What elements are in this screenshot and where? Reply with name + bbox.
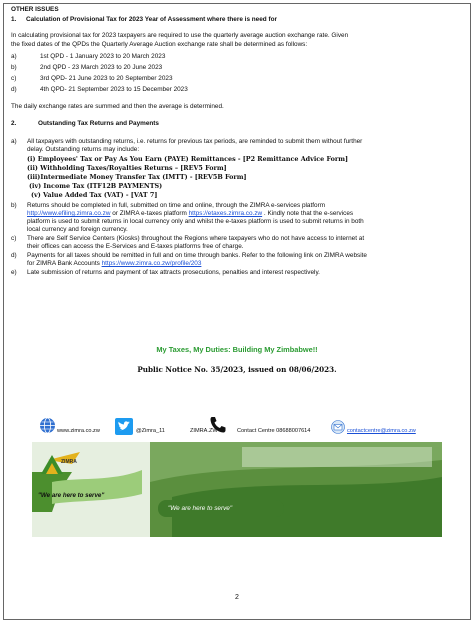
efiling-link[interactable]: http://www.efiling.zimra.co.zw [27, 210, 111, 217]
twitter-handle[interactable]: @Zimra_11 [136, 428, 165, 434]
section1-intro-line2: the fixed dates of the QPDs the Quarterly Average Auction exchange rate shall be determined as follows: [11, 41, 308, 48]
contact-email-link[interactable]: contactcentre@zimra.co.zw [347, 428, 416, 434]
qpd-label-d: d) [11, 86, 17, 93]
slogan: My Taxes, My Duties: Building My Zimbabwe!! [156, 345, 318, 354]
return-item-iv: (iv) Income Tax (ITF12B PAYMENTS) [29, 182, 163, 190]
return-item-i: (i) Employees' Tax or Pay As You Earn (PAYE) Remittances - [P2 Remittance Advice Form] [27, 155, 349, 163]
heading: OTHER ISSUES [11, 6, 59, 13]
item-e-label: e) [11, 269, 17, 276]
section1-intro-line1: In calculating provisional tax for 2023 taxpayers are required to use the quarterly average auction exchange rate. Given [11, 32, 349, 39]
item-b-end: . Kindly note that the e-services [262, 210, 354, 217]
qpd-item-c: 3rd QPD- 21 June 2023 to 20 September 2023 [40, 75, 173, 82]
qpd-label-c: c) [11, 75, 17, 82]
tagline-center: "We are here to serve" [168, 505, 233, 512]
zimra-logo-icon [37, 452, 67, 478]
section2-title: Outstanding Tax Returns and Payments [38, 120, 159, 127]
item-c-line1: There are Self Service Centers (Kiosks) throughout the Regions where taxpayers who do not have access to internet at [27, 235, 365, 242]
item-b-line3: platform is used to submit returns in local currency only and whilst the e-taxes platform is used to submit returns in both [27, 218, 364, 225]
item-b-line1: Returns should be completed in full, submitted on time and online, through the ZIMRA e-services platform [27, 202, 326, 209]
item-c-label: c) [11, 235, 17, 242]
page-number: 2 [235, 594, 239, 601]
item-d-line2 [27, 260, 201, 268]
item-b-mid: or ZIMRA e-taxes platform [110, 210, 189, 217]
etaxes-link[interactable]: https://etaxes.zimra.co.zw [188, 210, 263, 217]
item-e-text: Late submission of returns and payment of tax attracts prosecutions, penalties and interest respectively. [27, 269, 320, 276]
item-a-line2: delay. Outstanding returns may include: [27, 146, 140, 153]
item-c-line2: their offices can access the E-Services and E-taxes platforms free of charge. [27, 243, 244, 250]
item-b-line4: local currency and foreign currency. [27, 226, 128, 233]
website-text[interactable]: www.zimra.co.zw [57, 428, 100, 434]
email-icon [331, 420, 345, 434]
section1-title: Calculation of Provisional Tax for 2023 Year of Assessment where there is need for [26, 16, 277, 23]
item-a-line1: All taxpayers with outstanding returns, i.e. returns for previous tax periods, are reminded to submit them without further [27, 138, 363, 145]
return-item-v: (v) Value Added Tax (VAT) - [VAT 7] [31, 191, 158, 199]
qpd-label-a: a) [11, 53, 17, 60]
globe-icon [39, 417, 56, 434]
item-b-label: b) [11, 202, 17, 209]
item-d-prefix: for ZIMRA Bank Accounts [27, 260, 102, 267]
item-d-line1: Payments for all taxes should be remitted in full and on time through banks. Refer to the following link on ZIMRA website [27, 252, 367, 259]
contact-centre-phone: Contact Centre 08688007614 [237, 428, 311, 434]
tagline-left: "We are here to serve" [38, 492, 105, 499]
section1-closing: The daily exchange rates are summed and then the average is determined. [11, 103, 224, 110]
qpd-label-b: b) [11, 64, 17, 71]
item-d-label: d) [11, 252, 17, 259]
facebook-handle[interactable]: ZIMRA.ZW [190, 428, 218, 434]
return-item-ii: (ii) Withholding Taxes/Royalties Returns – [REV5 Form] [27, 164, 227, 172]
zimra-banner [32, 442, 442, 537]
qpd-item-d: 4th QPD- 21 September 2023 to 15 December 2023 [40, 86, 188, 93]
item-a-label: a) [11, 138, 17, 145]
section2-number: 2. [11, 120, 17, 127]
public-notice: Public Notice No. 35/2023, issued on 08/06/2023. [137, 365, 337, 374]
qpd-item-a: 1st QPD - 1 January 2023 to 20 March 2023 [40, 53, 166, 60]
return-item-iii: (iii)Intermediate Money Transfer Tax (IMTT) - [REV5B Form] [27, 173, 247, 181]
section1-number: 1. [11, 16, 17, 23]
bank-accounts-link[interactable]: https://www.zimra.co.zw/profile/203 [101, 260, 202, 267]
zimra-logo-text: ZIMRA [61, 459, 77, 465]
twitter-icon [115, 418, 133, 435]
qpd-item-b: 2nd QPD - 23 March 2023 to 20 June 2023 [40, 64, 163, 71]
